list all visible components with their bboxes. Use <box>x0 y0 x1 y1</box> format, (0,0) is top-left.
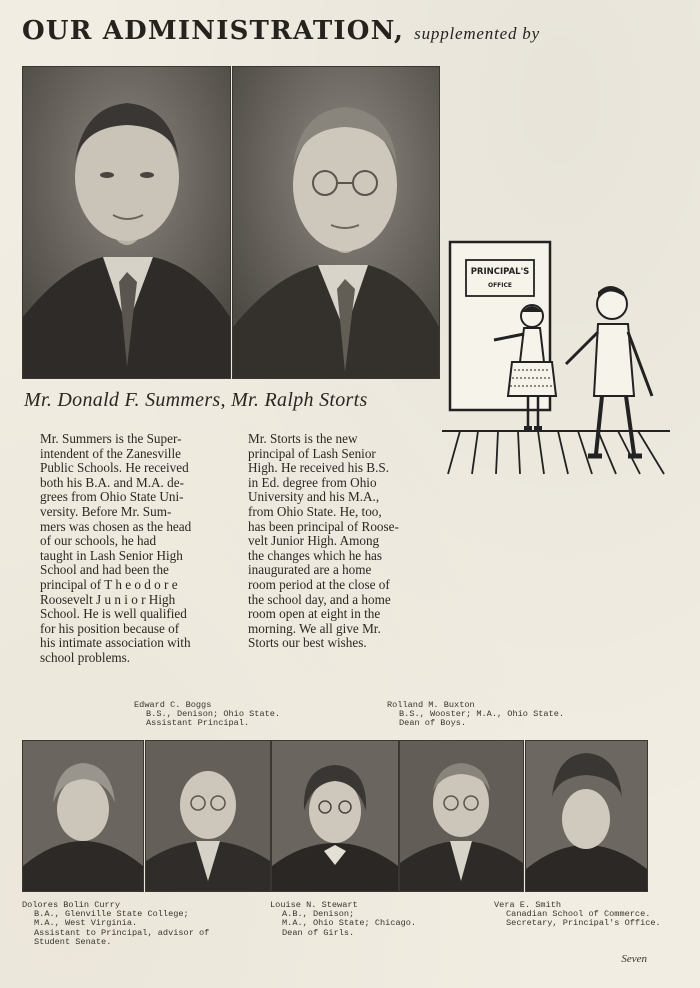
staff-caption-smith <box>494 901 661 929</box>
bio-line: for his position because of <box>40 620 180 636</box>
bio-line: taught in Lash Senior High <box>40 547 183 563</box>
heading-supplement: supplemented by <box>414 24 540 43</box>
bio-line: School. He is well qualified <box>40 606 187 622</box>
bio-line: Mr. Summers is the Super- <box>40 431 182 446</box>
bio-line: the changes which he has <box>248 547 383 563</box>
staff-caption-boggs <box>134 701 280 729</box>
staff-name: Vera E. Smith <box>494 900 562 910</box>
bio-line: from Ohio State. He, too, <box>248 503 382 519</box>
bio-line: University and his M.A., <box>248 489 380 505</box>
staff-detail: Assistant to Principal, advisor of <box>34 927 210 938</box>
bio-line: room period at the close of <box>248 576 390 592</box>
bio-line: room open at eight in the <box>248 606 381 622</box>
principal-office-cartoon <box>438 236 678 476</box>
staff-detail: Dean of Girls. <box>282 927 355 938</box>
bio-line: principal of Lash Senior <box>248 445 376 461</box>
door-sign-line2: OFFICE <box>487 282 513 289</box>
bio-line: both his B.A. and M.A. de- <box>40 474 184 490</box>
bio-line: grees from Ohio State Uni- <box>40 489 184 505</box>
staff-detail: Student Senate. <box>34 936 112 947</box>
staff-detail: Canadian School of Commerce. <box>506 909 651 920</box>
bio-line: velt Junior High. Among <box>248 533 380 549</box>
page-heading <box>22 16 540 46</box>
louise-stewart-photo <box>271 740 399 892</box>
vera-smith-photo <box>525 740 648 892</box>
heading-title: OUR ADMINISTRATION, <box>22 16 405 46</box>
staff-detail: M.A., Ohio State; Chicago. <box>282 918 417 929</box>
bio-line: has been principal of Roose- <box>248 518 399 534</box>
staff-detail: M.A., West Virginia. <box>34 918 138 929</box>
bio-line: his intimate association with <box>40 635 191 651</box>
ralph-storts-photo <box>232 66 440 379</box>
staff-name: Louise N. Stewart <box>270 900 358 910</box>
bio-line: High. He received his B.S. <box>248 460 390 476</box>
bio-line: Storts our best wishes. <box>248 635 367 651</box>
summers-biography <box>40 432 212 666</box>
staff-caption-buxton <box>387 701 564 729</box>
bio-line: Mr. Storts is the new <box>248 431 358 446</box>
names-caption: Mr. Donald F. Summers, Mr. Ralph Storts <box>24 389 368 411</box>
bio-line: morning. We all give Mr. <box>248 620 381 636</box>
page-number: Seven <box>621 953 647 965</box>
staff-detail: B.S., Wooster; M.A., Ohio State. <box>399 709 565 720</box>
staff-detail: B.A., Glenville State College; <box>34 909 189 920</box>
bio-line: of our schools, he had <box>40 533 157 549</box>
bio-line: mers was chosen as the head <box>40 518 192 534</box>
bio-line: School and had been the <box>40 562 169 578</box>
staff-caption-curry <box>22 901 209 947</box>
rolland-buxton-photo <box>399 740 524 892</box>
edward-boggs-photo <box>145 740 271 892</box>
bio-line: Public Schools. He received <box>40 460 189 476</box>
door-sign-line1: PRINCIPAL'S <box>470 267 530 277</box>
bio-line: principal of T h e o d o r e <box>40 576 178 592</box>
staff-caption-stewart <box>270 901 416 938</box>
staff-name: Edward C. Boggs <box>134 700 212 710</box>
bio-line: intendent of the Zanesville <box>40 445 181 461</box>
staff-detail: A.B., Denison; <box>282 909 355 920</box>
staff-detail: Dean of Boys. <box>399 718 467 729</box>
staff-detail: Assistant Principal. <box>146 718 250 729</box>
bio-line: versity. Before Mr. Sum- <box>40 503 172 519</box>
bio-line: in Ed. degree from Ohio <box>248 474 377 490</box>
staff-name: Dolores Bolin Curry <box>22 900 120 910</box>
staff-detail: Secretary, Principal's Office. <box>506 918 661 929</box>
donald-summers-photo <box>22 66 231 379</box>
bio-line: the school day, and a home <box>248 591 391 607</box>
dolores-curry-photo <box>22 740 144 892</box>
staff-detail: B.S., Denison; Ohio State. <box>146 709 281 720</box>
storts-biography <box>248 432 421 651</box>
bio-line: Roosevelt J u n i o r High <box>40 591 176 607</box>
staff-name: Rolland M. Buxton <box>387 700 475 710</box>
bio-line: school problems. <box>40 649 131 665</box>
bio-line: inaugurated are a home <box>248 562 372 578</box>
